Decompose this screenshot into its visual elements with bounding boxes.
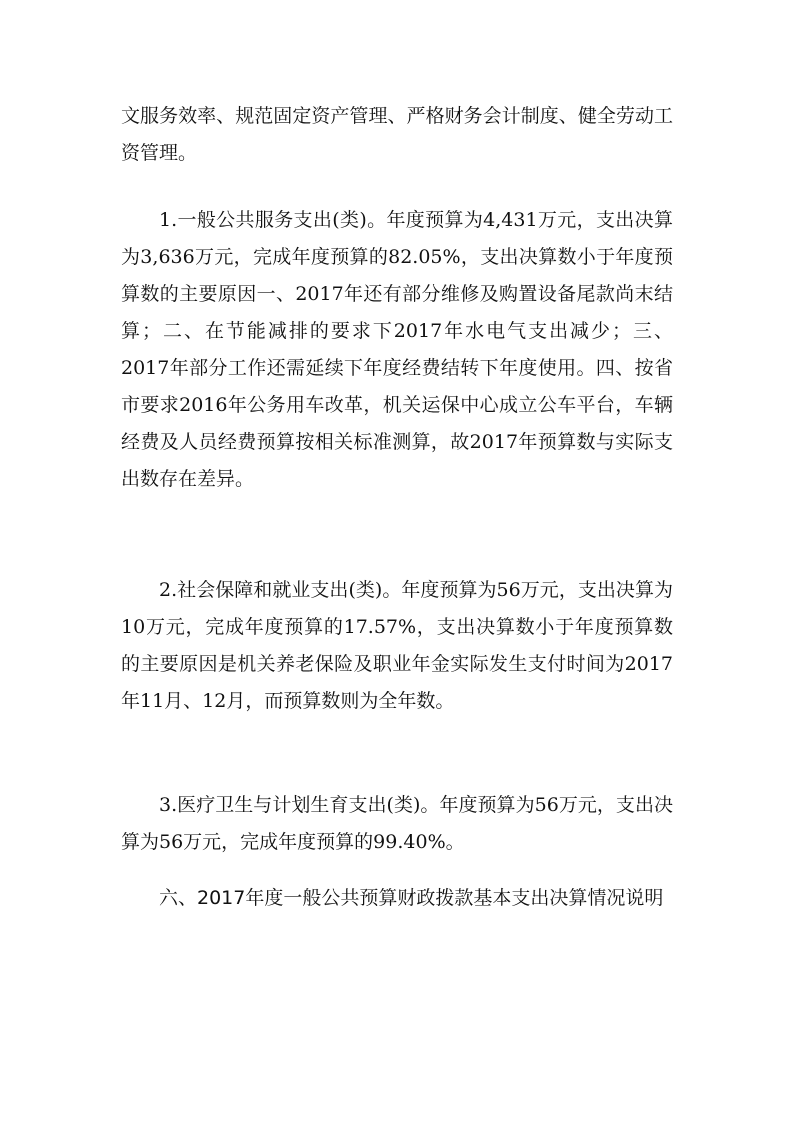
medical-health-paragraph: 3.医疗卫生与计划生育支出(类)。年度预算为56万元，支出决算为56万元，完成年度预算的99.40%。	[121, 794, 673, 853]
intro-paragraph: 文服务效率、规范固定资产管理、严格财务会计制度、健全劳动工资管理。	[121, 105, 673, 164]
social-security-paragraph: 2.社会保障和就业支出(类)。年度预算为56万元，支出决算为10万元，完成年度预算的17.57%，支出决算数小于年度预算数的主要原因是机关养老保险及职业年金实际发生支付时间为2017年11月、12月，而预算数则为全年数。	[121, 579, 673, 712]
section-heading: 六、2017年度一般公共预算财政拨款基本支出决算情况说明	[159, 887, 664, 909]
general-public-service-paragraph: 1.一般公共服务支出(类)。年度预算为4,431万元，支出决算为3,636万元，完成年度预算的82.05%，支出决算数小于年度预算数的主要原因一、2017年还有部分维修及购置设备尾款尚末结算；二、在节能减排的要求下2017年水电气支出减少；三、2017年部分工作还需延续下年度经费结转下年度使用。四、按省市要求2016年公务用车改革，机关运保中心成立公车平台，车辆经费及人员经费预算按相关标准测算，故2017年预算数与实际支出数存在差异。	[121, 209, 673, 490]
